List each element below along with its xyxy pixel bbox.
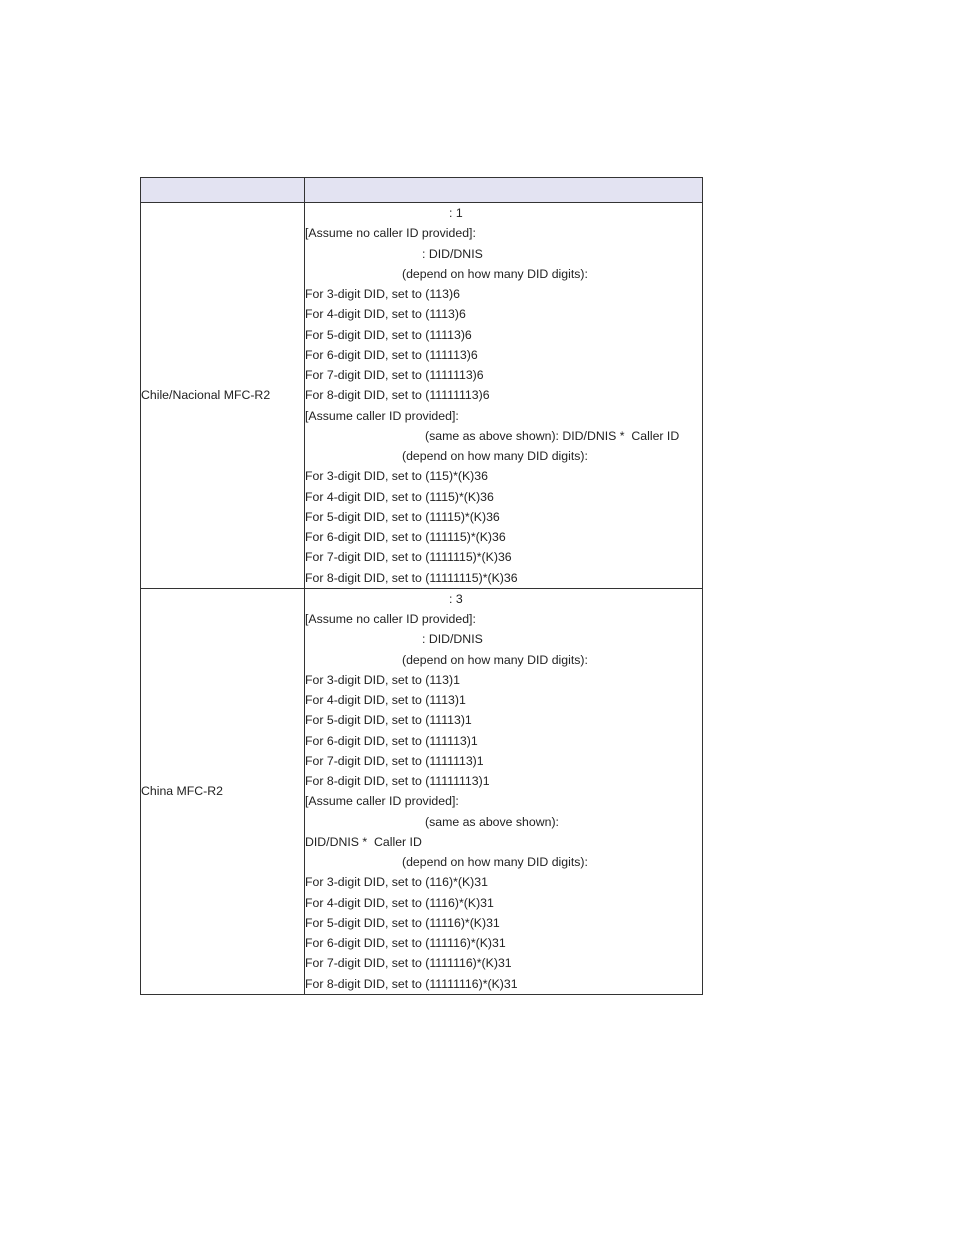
setting-line: For 4-digit DID, set to (1113)1 <box>305 693 466 707</box>
setting-line: For 5-digit DID, set to (11113)1 <box>305 713 472 728</box>
setting-line: For 5-digit DID, set to (11116)*(K)31 <box>305 915 500 930</box>
setting-line: : DID/DNIS <box>422 632 483 647</box>
settings-table <box>140 177 703 995</box>
setting-line: (depend on how many DID digits): <box>402 855 588 869</box>
setting-line: For 3-digit DID, set to (113)1 <box>305 672 460 687</box>
setting-line: DID/DNIS * Caller ID <box>305 834 422 849</box>
setting-line: (depend on how many DID digits): <box>402 266 588 281</box>
setting-line: : 1 <box>449 206 463 220</box>
setting-line: (depend on how many DID digits): <box>402 449 588 463</box>
setting-line: For 7-digit DID, set to (1111115)*(K)36 <box>305 550 512 565</box>
setting-line: For 8-digit DID, set to (11111113)6 <box>305 388 490 403</box>
settings-description-cell <box>305 203 703 589</box>
setting-line: For 8-digit DID, set to (11111113)1 <box>305 774 490 788</box>
setting-line: For 3-digit DID, set to (113)6 <box>305 287 460 301</box>
setting-line: : 3 <box>449 591 463 606</box>
setting-line: [Assume no caller ID provided]: <box>305 612 476 626</box>
setting-line: For 5-digit DID, set to (11115)*(K)36 <box>305 509 500 524</box>
setting-line: For 3-digit DID, set to (115)*(K)36 <box>305 469 488 484</box>
setting-line: [Assume no caller ID provided]: <box>305 226 476 241</box>
table-row <box>141 588 703 994</box>
setting-line: For 7-digit DID, set to (1111113)1 <box>305 753 484 768</box>
protocol-name-cell: China MFC-R2 <box>141 588 305 994</box>
setting-line: For 8-digit DID, set to (11111115)*(K)36 <box>305 570 518 585</box>
setting-line: For 6-digit DID, set to (111115)*(K)36 <box>305 530 506 544</box>
setting-line: [Assume caller ID provided]: <box>305 794 459 809</box>
setting-line: [Assume caller ID provided]: <box>305 408 459 423</box>
setting-line: For 6-digit DID, set to (111116)*(K)31 <box>305 936 506 950</box>
setting-line: For 8-digit DID, set to (11111116)*(K)31 <box>305 976 518 991</box>
header-cell-protocol <box>141 178 305 203</box>
setting-line: For 7-digit DID, set to (1111113)6 <box>305 368 484 382</box>
setting-line: For 5-digit DID, set to (11113)6 <box>305 327 472 342</box>
setting-line: For 3-digit DID, set to (116)*(K)31 <box>305 875 488 890</box>
table-row <box>141 203 703 589</box>
setting-line: : DID/DNIS <box>422 246 483 261</box>
setting-line: For 7-digit DID, set to (1111116)*(K)31 <box>305 956 512 971</box>
setting-line: (depend on how many DID digits): <box>402 652 588 667</box>
setting-line: (same as above shown): DID/DNIS * Caller ID <box>425 428 680 443</box>
setting-line: (same as above shown): <box>425 814 559 829</box>
table-body <box>141 203 703 995</box>
setting-line: For 4-digit DID, set to (1113)6 <box>305 307 466 322</box>
settings-description-cell <box>305 588 703 994</box>
setting-line: For 4-digit DID, set to (1115)*(K)36 <box>305 489 494 504</box>
setting-line: For 6-digit DID, set to (111113)1 <box>305 733 478 748</box>
setting-line: For 6-digit DID, set to (111113)6 <box>305 347 478 362</box>
table-header-row <box>141 178 703 203</box>
setting-line: For 4-digit DID, set to (1116)*(K)31 <box>305 895 494 910</box>
protocol-name-cell: Chile/Nacional MFC-R2 <box>141 203 305 589</box>
header-cell-settings <box>305 178 703 203</box>
